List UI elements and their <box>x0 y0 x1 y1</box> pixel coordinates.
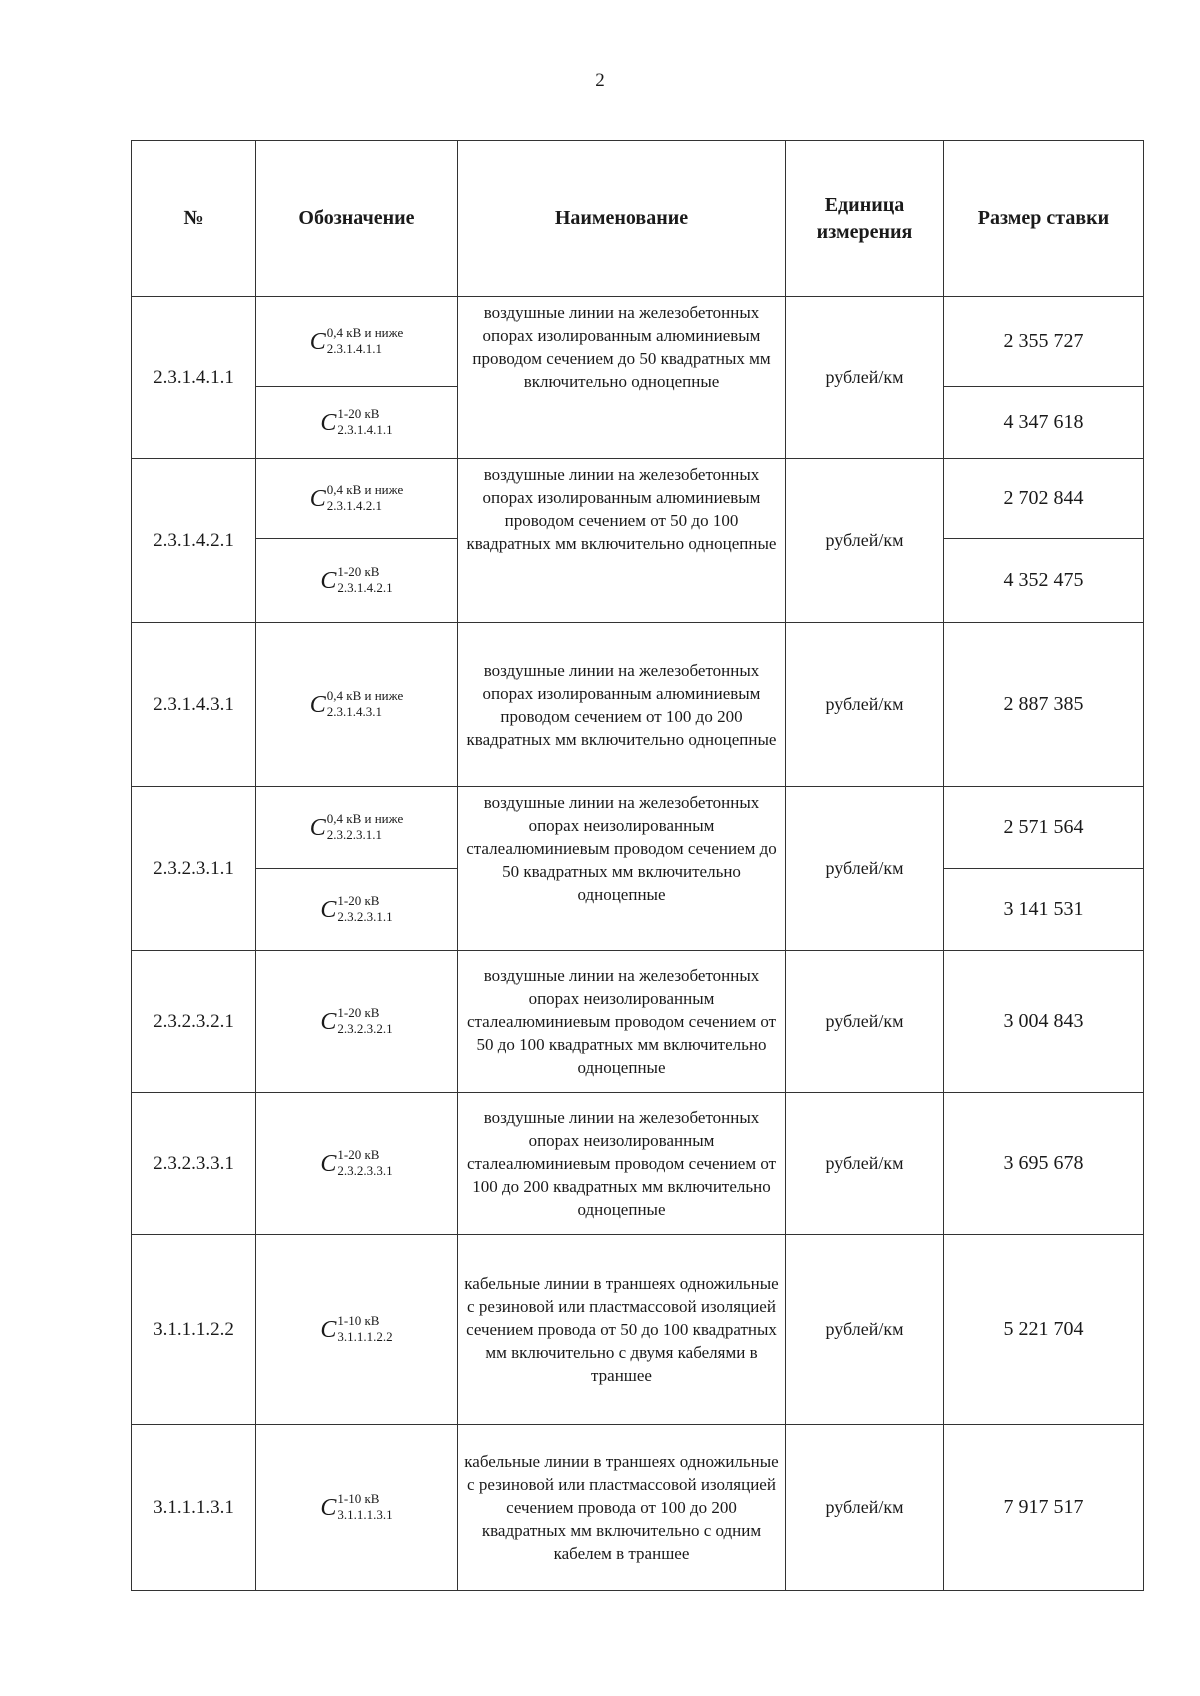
row-number: 2.3.2.3.2.1 <box>132 951 256 1093</box>
row-number: 2.3.1.4.1.1 <box>132 297 256 459</box>
row-number: 2.3.2.3.1.1 <box>132 787 256 951</box>
symbol-code: 2.3.1.4.2.1 <box>337 579 393 595</box>
symbol-code: 2.3.2.3.3.1 <box>337 1162 393 1178</box>
name-cell: воздушные линии на железобетонных опорах изолированным алюминиевым проводом сечением от 100 до 200 квадратных мм включительно одноцепные <box>458 623 786 787</box>
designation-cell <box>256 459 458 539</box>
rate-symbol <box>309 481 404 513</box>
rate-symbol <box>320 1004 393 1036</box>
rate-cell: 4 347 618 <box>944 387 1144 459</box>
symbol-letter: C <box>320 1494 337 1521</box>
symbol-code: 3.1.1.1.2.2 <box>337 1328 393 1344</box>
rate-symbol <box>320 405 393 437</box>
rate-symbol <box>320 563 393 595</box>
rate-cell: 5 221 704 <box>944 1235 1144 1425</box>
rates-table <box>131 140 1144 1591</box>
symbol-voltage: 1-10 кВ <box>337 1490 380 1506</box>
name-cell: кабельные линии в траншеях одножильные с резиновой или пластмассовой изоляцией сечением провода от 100 до 200 квадратных мм включительно с одним кабелем в траншее <box>458 1425 786 1591</box>
header-unit: Единица измерения <box>786 141 944 297</box>
designation-cell <box>256 539 458 623</box>
name-cell: воздушные линии на железобетонных опорах неизолированным сталеалюминиевым проводом сечением от 50 до 100 квадратных мм включительно одноцепные <box>458 951 786 1093</box>
symbol-letter: C <box>320 896 337 923</box>
symbol-letter: C <box>320 1316 337 1343</box>
row-number: 2.3.2.3.3.1 <box>132 1093 256 1235</box>
symbol-voltage: 0,4 кВ и ниже <box>326 481 404 497</box>
symbol-letter: C <box>320 1150 337 1177</box>
designation-cell <box>256 1425 458 1591</box>
rate-symbol <box>309 687 404 719</box>
symbol-letter: C <box>309 814 326 841</box>
table-row <box>132 1235 1144 1425</box>
designation-cell <box>256 297 458 387</box>
row-number: 3.1.1.1.3.1 <box>132 1425 256 1591</box>
rate-symbol <box>320 892 393 924</box>
symbol-code: 2.3.2.3.2.1 <box>337 1020 393 1036</box>
symbol-code: 2.3.1.4.1.1 <box>326 340 383 356</box>
unit-cell: рублей/км <box>786 1425 944 1591</box>
designation-cell <box>256 387 458 459</box>
symbol-code: 2.3.1.4.1.1 <box>337 421 393 437</box>
rate-symbol <box>309 810 404 842</box>
designation-cell <box>256 623 458 787</box>
designation-cell <box>256 951 458 1093</box>
symbol-voltage: 0,4 кВ и ниже <box>326 324 404 340</box>
table-header-row <box>132 141 1144 297</box>
page-number: 2 <box>595 70 605 91</box>
symbol-voltage: 1-20 кВ <box>337 1146 380 1162</box>
symbol-code: 2.3.2.3.1.1 <box>337 908 393 924</box>
rate-symbol <box>320 1312 393 1344</box>
header-designation: Обозначение <box>256 141 458 297</box>
table-row <box>132 1425 1144 1591</box>
symbol-code: 2.3.1.4.3.1 <box>326 703 383 719</box>
unit-cell: рублей/км <box>786 787 944 951</box>
row-number: 2.3.1.4.2.1 <box>132 459 256 623</box>
table-row <box>132 459 1144 539</box>
table-row <box>132 1093 1144 1235</box>
rate-symbol <box>309 324 404 356</box>
designation-cell <box>256 787 458 869</box>
name-cell: воздушные линии на железобетонных опорах неизолированным сталеалюминиевым проводом сечением до 50 квадратных мм включительно одноцепные <box>458 787 786 951</box>
symbol-voltage: 1-20 кВ <box>337 892 380 908</box>
header-num: № <box>132 141 256 297</box>
rate-cell: 2 702 844 <box>944 459 1144 539</box>
rate-symbol <box>320 1146 393 1178</box>
table-row <box>132 787 1144 869</box>
rate-cell: 3 695 678 <box>944 1093 1144 1235</box>
symbol-letter: C <box>309 485 326 512</box>
symbol-voltage: 1-20 кВ <box>337 1004 380 1020</box>
symbol-letter: C <box>309 691 326 718</box>
rate-cell: 2 571 564 <box>944 787 1144 869</box>
rate-cell: 2 355 727 <box>944 297 1144 387</box>
rate-cell: 4 352 475 <box>944 539 1144 623</box>
symbol-voltage: 1-20 кВ <box>337 563 380 579</box>
designation-cell <box>256 1235 458 1425</box>
symbol-code: 2.3.2.3.1.1 <box>326 826 383 842</box>
symbol-voltage: 0,4 кВ и ниже <box>326 687 404 703</box>
rate-cell: 3 141 531 <box>944 869 1144 951</box>
name-cell: воздушные линии на железобетонных опорах неизолированным сталеалюминиевым проводом сечением от 100 до 200 квадратных мм включительно одноцепные <box>458 1093 786 1235</box>
table-row <box>132 951 1144 1093</box>
header-rate: Размер ставки <box>944 141 1144 297</box>
name-cell: кабельные линии в траншеях одножильные с резиновой или пластмассовой изоляцией сечением провода от 50 до 100 квадратных мм включительно с двумя кабелями в траншее <box>458 1235 786 1425</box>
unit-cell: рублей/км <box>786 297 944 459</box>
name-cell: воздушные линии на железобетонных опорах изолированным алюминиевым проводом сечением от 50 до 100 квадратных мм включительно одноцепные <box>458 459 786 623</box>
rate-cell: 7 917 517 <box>944 1425 1144 1591</box>
symbol-voltage: 1-20 кВ <box>337 405 380 421</box>
symbol-code: 2.3.1.4.2.1 <box>326 497 383 513</box>
row-number: 2.3.1.4.3.1 <box>132 623 256 787</box>
symbol-letter: C <box>320 1008 337 1035</box>
row-number: 3.1.1.1.2.2 <box>132 1235 256 1425</box>
unit-cell: рублей/км <box>786 951 944 1093</box>
rate-cell: 2 887 385 <box>944 623 1144 787</box>
header-name: Наименование <box>458 141 786 297</box>
rate-cell: 3 004 843 <box>944 951 1144 1093</box>
unit-cell: рублей/км <box>786 1235 944 1425</box>
rate-symbol <box>320 1490 393 1522</box>
designation-cell <box>256 1093 458 1235</box>
symbol-voltage: 0,4 кВ и ниже <box>326 810 404 826</box>
symbol-code: 3.1.1.1.3.1 <box>337 1506 393 1522</box>
unit-cell: рублей/км <box>786 459 944 623</box>
unit-cell: рублей/км <box>786 1093 944 1235</box>
symbol-letter: C <box>309 328 326 355</box>
designation-cell <box>256 869 458 951</box>
symbol-letter: C <box>320 567 337 594</box>
unit-cell: рублей/км <box>786 623 944 787</box>
symbol-letter: C <box>320 409 337 436</box>
table-row <box>132 623 1144 787</box>
symbol-voltage: 1-10 кВ <box>337 1312 380 1328</box>
table-row <box>132 297 1144 387</box>
name-cell: воздушные линии на железобетонных опорах изолированным алюминиевым проводом сечением до 50 квадратных мм включительно одноцепные <box>458 297 786 459</box>
